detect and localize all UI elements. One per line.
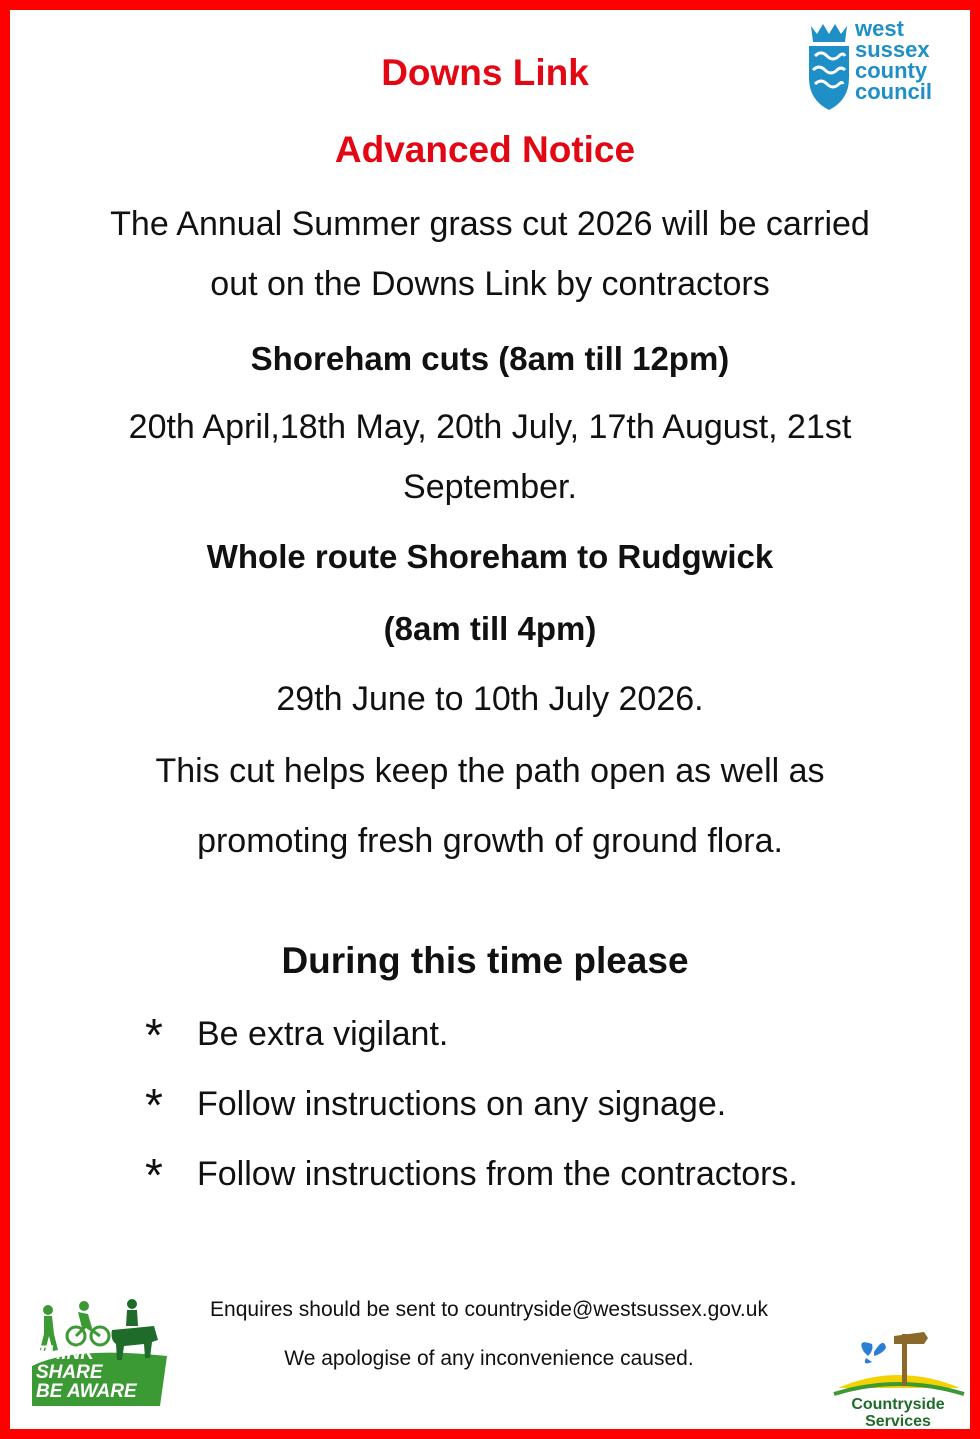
wscc-line: sussex — [855, 37, 930, 62]
cs-line: Services — [865, 1413, 931, 1430]
asterisk-bullet-icon: * — [145, 1009, 163, 1061]
guidance-item — [145, 1009, 449, 1061]
tsba-line: THINK — [36, 1343, 95, 1364]
whole-route-dates: 29th June to 10th July 2026. — [276, 680, 704, 718]
guidance-heading: During this time please — [281, 940, 689, 981]
whole-route-hours: (8am till 4pm) — [383, 610, 597, 647]
guidance-item-text: Follow instructions on any signage. — [197, 1085, 727, 1123]
notice-subtitle: Advanced Notice — [334, 129, 636, 170]
guidance-item — [145, 1149, 798, 1201]
think-share-be-aware-logo — [32, 1296, 167, 1411]
enquiries-text: Enquires should be sent to countryside@westsussex.gov.uk — [210, 1298, 768, 1321]
cs-line: Countryside — [851, 1396, 945, 1413]
shoreham-dates-line-1: 20th April,18th May, 20th July, 17th August, 21st — [128, 408, 852, 446]
wscc-line: county — [855, 58, 928, 83]
countryside-wordmark — [828, 1396, 968, 1430]
purpose-line-1: This cut helps keep the path open as well as — [155, 752, 825, 790]
countryside-services-logo — [828, 1322, 968, 1432]
apology-text: We apologise of any inconvenience caused. — [284, 1347, 694, 1370]
guidance-item — [145, 1079, 727, 1131]
guidance-item-text: Be extra vigilant. — [197, 1015, 449, 1053]
wscc-line: council — [855, 79, 933, 104]
butterfly-signpost-icon — [828, 1322, 968, 1402]
asterisk-bullet-icon: * — [145, 1079, 163, 1131]
wscc-line: west — [855, 16, 904, 41]
intro-line-1: The Annual Summer grass cut 2026 will be carried — [110, 205, 870, 243]
asterisk-bullet-icon: * — [145, 1149, 163, 1201]
whole-route-heading: Whole route Shoreham to Rudgwick — [206, 538, 774, 575]
guidance-item-text: Follow instructions from the contractors. — [197, 1155, 798, 1193]
purpose-line-2: promoting fresh growth of ground flora. — [197, 822, 783, 860]
intro-line-2: out on the Downs Link by contractors — [210, 265, 770, 303]
shoreham-dates-line-2: September. — [403, 468, 577, 506]
shoreham-heading: Shoreham cuts (8am till 12pm) — [250, 340, 730, 377]
tsba-line: BE AWARE — [36, 1381, 137, 1402]
think-share-wordmark — [36, 1344, 137, 1401]
notice-title: Downs Link — [381, 52, 589, 93]
tsba-line: SHARE — [36, 1362, 103, 1383]
